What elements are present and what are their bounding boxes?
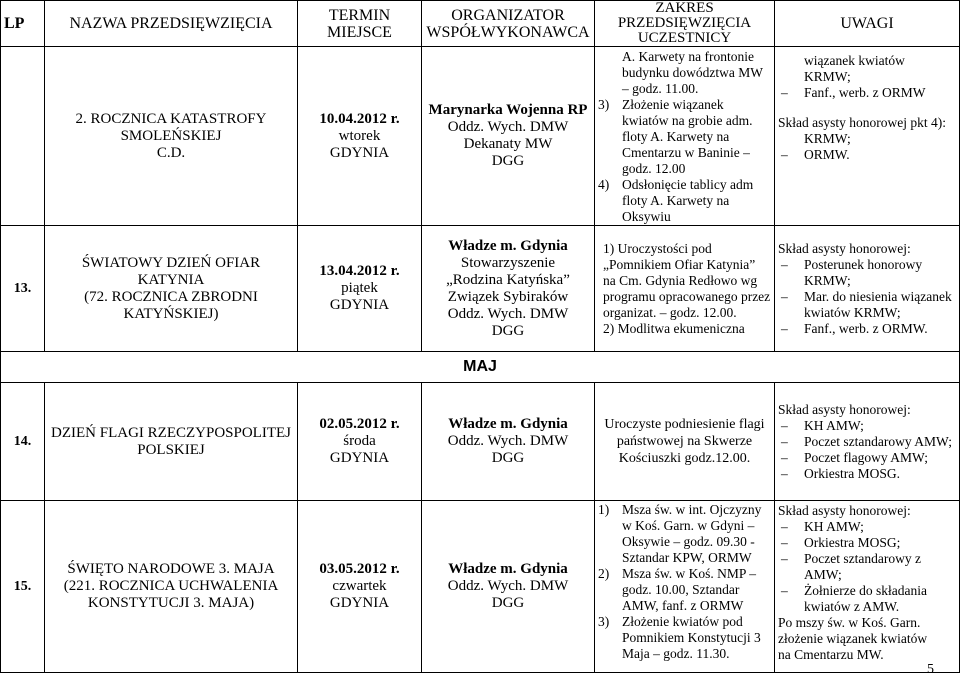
header-nazwa: NAZWA PRZEDSIĘWZIĘCIA [45, 1, 298, 47]
event-name [45, 47, 298, 226]
organizer-line: Oddz. Wych. DMW [447, 305, 569, 322]
event-day: czwartek [332, 578, 387, 594]
scope-list [598, 49, 771, 225]
remarks-list [778, 257, 956, 337]
organizer-line: Oddz. Wych. DMW [447, 119, 569, 135]
remark-item: – KH AMW; [781, 417, 864, 433]
remark-text: Poczet sztandarowy AMW; [804, 433, 952, 449]
remark-text: Poczet flagowy AMW; [804, 449, 928, 465]
scope-num: 4) [598, 177, 610, 192]
remark-intro: Skład asysty honorowej: [778, 503, 911, 518]
remarks-list [778, 519, 956, 615]
remark-item: – Fanf., werb. z ORMW. [781, 320, 928, 336]
organizer-line: Oddz. Wych. DMW [447, 433, 569, 449]
scope-line: Kościuszki godz.12.00. [618, 451, 751, 466]
scope-text: Msza św. w Koś. NMP – godz. 10.00, Sztandar AMW, fanf. z ORMW [622, 566, 757, 613]
event-day: piątek [341, 280, 378, 296]
header-termin-line2: MIEJSCE [327, 23, 392, 41]
header-zakres-line1: ZAKRES [655, 0, 714, 16]
event-name [45, 383, 298, 501]
header-org-line2: WSPÓŁWYKONAWCA [426, 23, 590, 41]
organizer-line: DGG [491, 450, 525, 466]
table-row [1, 226, 960, 352]
scope-line: 2) Modlitwa ekumeniczna [603, 320, 745, 336]
scope-item [598, 502, 771, 566]
organizer-main: Władze m. Gdynia [448, 416, 568, 432]
event-day: środa [343, 433, 376, 449]
event-organizer [422, 226, 595, 352]
remark-item: – Posterunek honorowy KRMW; [781, 256, 923, 288]
scope-num: 2) [598, 566, 610, 581]
remark-text: Orkiestra MOSG. [804, 465, 900, 481]
remark-intro: Skład asysty honorowej: [778, 240, 911, 256]
remark-text: Fanf., werb. z ORMW. [804, 320, 928, 336]
event-name-line: (221. ROCZNICA UCHWALENIA [63, 578, 279, 594]
event-date: 13.04.2012 r. [319, 263, 400, 279]
scope-line: państwowej na Skwerze [616, 434, 753, 449]
event-name [45, 501, 298, 673]
scope-item [598, 97, 771, 177]
event-name-line: KONSTYTUCJI 3. MAJA) [87, 595, 255, 611]
event-name [45, 226, 298, 352]
event-name-line: C.D. [156, 144, 186, 161]
remark-item: – ORMW. [781, 147, 850, 162]
event-term [298, 383, 422, 501]
event-name-line: KATYŃSKIEJ) [123, 305, 219, 322]
header-organizator [422, 1, 595, 47]
organizer-main: Władze m. Gdynia [448, 237, 568, 254]
scope-list [598, 502, 771, 662]
page-number: 5 [927, 662, 934, 677]
event-organizer [422, 47, 595, 226]
scope-item [598, 177, 771, 225]
remarks-list [778, 147, 956, 163]
event-remarks [775, 501, 960, 673]
scope-text: Złożenie wiązanek kwiatów na grobie adm. floty A. Karwety na Cmentarzu w Baninie – godz. 12.00 [622, 97, 753, 176]
table-row [1, 47, 960, 226]
event-name-line: ŚWIATOWY DZIEŃ OFIAR KATYNIA [81, 254, 261, 288]
remark-text: KH AMW; [804, 519, 864, 534]
event-place: GDYNIA [329, 450, 390, 466]
event-place: GDYNIA [329, 297, 390, 313]
remark-text: Poczet sztandarowy z AMW; [804, 551, 921, 582]
remark-item: – Fanf., werb. z ORMW [781, 85, 926, 100]
event-term [298, 501, 422, 673]
table-row [1, 383, 960, 501]
table-row [1, 501, 960, 673]
remark-item: – Mar. do niesienia wiązanek kwiatów KRMW; [781, 288, 952, 320]
header-zakres-line2: PRZEDSIĘWZIĘCIA [617, 15, 752, 31]
event-remarks [775, 226, 960, 352]
event-term [298, 47, 422, 226]
remarks-list [778, 418, 956, 482]
header-termin-line1: TERMIN [328, 6, 391, 24]
remark-intro: Skład asysty honorowej pkt 4): [778, 115, 946, 130]
scope-line: programu opracowanego przez [603, 288, 771, 304]
organizer-line: DGG [491, 322, 525, 339]
event-name-line: (72. ROCZNICA ZBRODNI [84, 288, 258, 305]
organizer-line: DGG [491, 595, 525, 611]
scope-text: Złożenie kwiatów pod Pomnikiem Konstytucji 3 Maja – godz. 11.30. [622, 614, 761, 661]
event-day: wtorek [338, 127, 381, 144]
organizer-main: Władze m. Gdynia [448, 561, 568, 577]
header-termin [298, 1, 422, 47]
scope-text: Msza św. w int. Ojczyzny w Koś. Garn. w Gdyni – Oksywie – godz. 09.30 - Sztandar KPW, ORMW [622, 502, 762, 565]
event-scope [595, 47, 775, 226]
event-date: 10.04.2012 r. [319, 110, 400, 127]
event-remarks [775, 47, 960, 226]
event-place: GDYNIA [329, 595, 390, 611]
remark-text: Orkiestra MOSG; [804, 535, 901, 550]
header-lp: LP [1, 1, 45, 47]
event-name-line: ŚWIĘTO NARODOWE 3. MAJA [67, 561, 275, 577]
scope-line: 1) Uroczystości pod [603, 240, 712, 256]
scope-line: „Pomnikiem Ofiar Katynia” [603, 256, 756, 272]
event-name-line: POLSKIEJ [137, 441, 205, 458]
event-term [298, 226, 422, 352]
scope-num: 3) [598, 614, 610, 629]
header-zakres [595, 1, 775, 47]
scope-text: Odsłonięcie tablicy adm floty A. Karwety na Oksywiu [622, 177, 754, 224]
event-name-line: DZIEŃ FLAGI RZECZYPOSPOLITEJ [51, 424, 291, 441]
remark-item: – Żołnierze do składania kwiatów z AMW. [781, 583, 927, 614]
header-zakres-line3: UCZESTNICY [637, 30, 732, 46]
remark-text: Żołnierze do składania kwiatów z AMW. [804, 583, 927, 614]
scope-item [598, 49, 771, 97]
remark-text: Fanf., werb. z ORMW [804, 85, 926, 100]
scope-line: organizat. – godz. 12.00. [603, 304, 737, 320]
scope-line: Uroczyste podniesienie flagi [604, 417, 765, 432]
remarks-list [778, 85, 956, 101]
event-scope [595, 501, 775, 673]
section-title: MAJ [1, 352, 960, 383]
event-date: 03.05.2012 r. [319, 561, 400, 577]
remark-line: Po mszy św. w Koś. Garn. [778, 615, 921, 630]
organizer-line: Związek Sybiraków [447, 288, 569, 305]
organizer-line: Dekanaty MW [463, 136, 553, 152]
scope-num: 1) [598, 502, 610, 517]
event-organizer [422, 383, 595, 501]
remark-item: – KH AMW; [781, 519, 864, 534]
remark-text: ORMW. [804, 147, 850, 162]
scope-text: A. Karwety na frontonie budynku dowództwa MW – godz. 11.00. [622, 49, 763, 96]
scope-item [598, 566, 771, 614]
event-scope [595, 226, 775, 352]
remark-item: – Orkiestra MOSG; [781, 535, 901, 550]
event-place: GDYNIA [329, 144, 390, 161]
organizer-line: Stowarzyszenie [460, 254, 556, 271]
remark-text: Mar. do niesienia wiązanek kwiatów KRMW; [804, 288, 952, 320]
scope-line: na Cm. Gdynia Redłowo wg [603, 272, 758, 288]
remark-item: – Poczet flagowy AMW; [781, 449, 928, 465]
header-uwagi: UWAGI [775, 1, 960, 47]
event-organizer [422, 501, 595, 673]
remark-item: – Orkiestra MOSG. [781, 465, 900, 481]
remark-text: Posterunek honorowy KRMW; [804, 256, 923, 288]
remark-item: – Poczet sztandarowy z AMW; [781, 551, 921, 582]
event-name-line: SMOLEŃSKIEJ [120, 127, 222, 144]
organizer-line: DGG [491, 153, 525, 169]
row-lp [1, 47, 45, 226]
organizer-line: „Rodzina Katyńska” [446, 271, 570, 288]
remark-line: na Cmentarzu MW. [778, 647, 884, 662]
event-remarks [775, 383, 960, 501]
remark-line: KRMW; [804, 69, 851, 84]
row-lp: 14. [1, 383, 45, 501]
event-name-line: 2. ROCZNICA KATASTROFY [75, 110, 267, 127]
remark-text: KH AMW; [804, 417, 864, 433]
row-lp: 15. [1, 501, 45, 673]
row-lp: 13. [1, 226, 45, 352]
section-row [1, 352, 960, 383]
scope-num: 3) [598, 97, 610, 112]
remark-line: wiązanek kwiatów [804, 53, 905, 68]
table-header-row [1, 1, 960, 47]
remark-line: KRMW; [804, 131, 851, 146]
remark-item: – Poczet sztandarowy AMW; [781, 433, 952, 449]
organizer-main: Marynarka Wojenna RP [428, 102, 588, 118]
organizer-line: Oddz. Wych. DMW [447, 578, 569, 594]
event-date: 02.05.2012 r. [319, 416, 400, 432]
header-org-line1: ORGANIZATOR [451, 6, 565, 24]
remark-line: złożenie wiązanek kwiatów [778, 631, 928, 646]
event-scope [595, 383, 775, 501]
scope-item [598, 614, 771, 662]
remark-intro: Skład asysty honorowej: [778, 401, 911, 417]
